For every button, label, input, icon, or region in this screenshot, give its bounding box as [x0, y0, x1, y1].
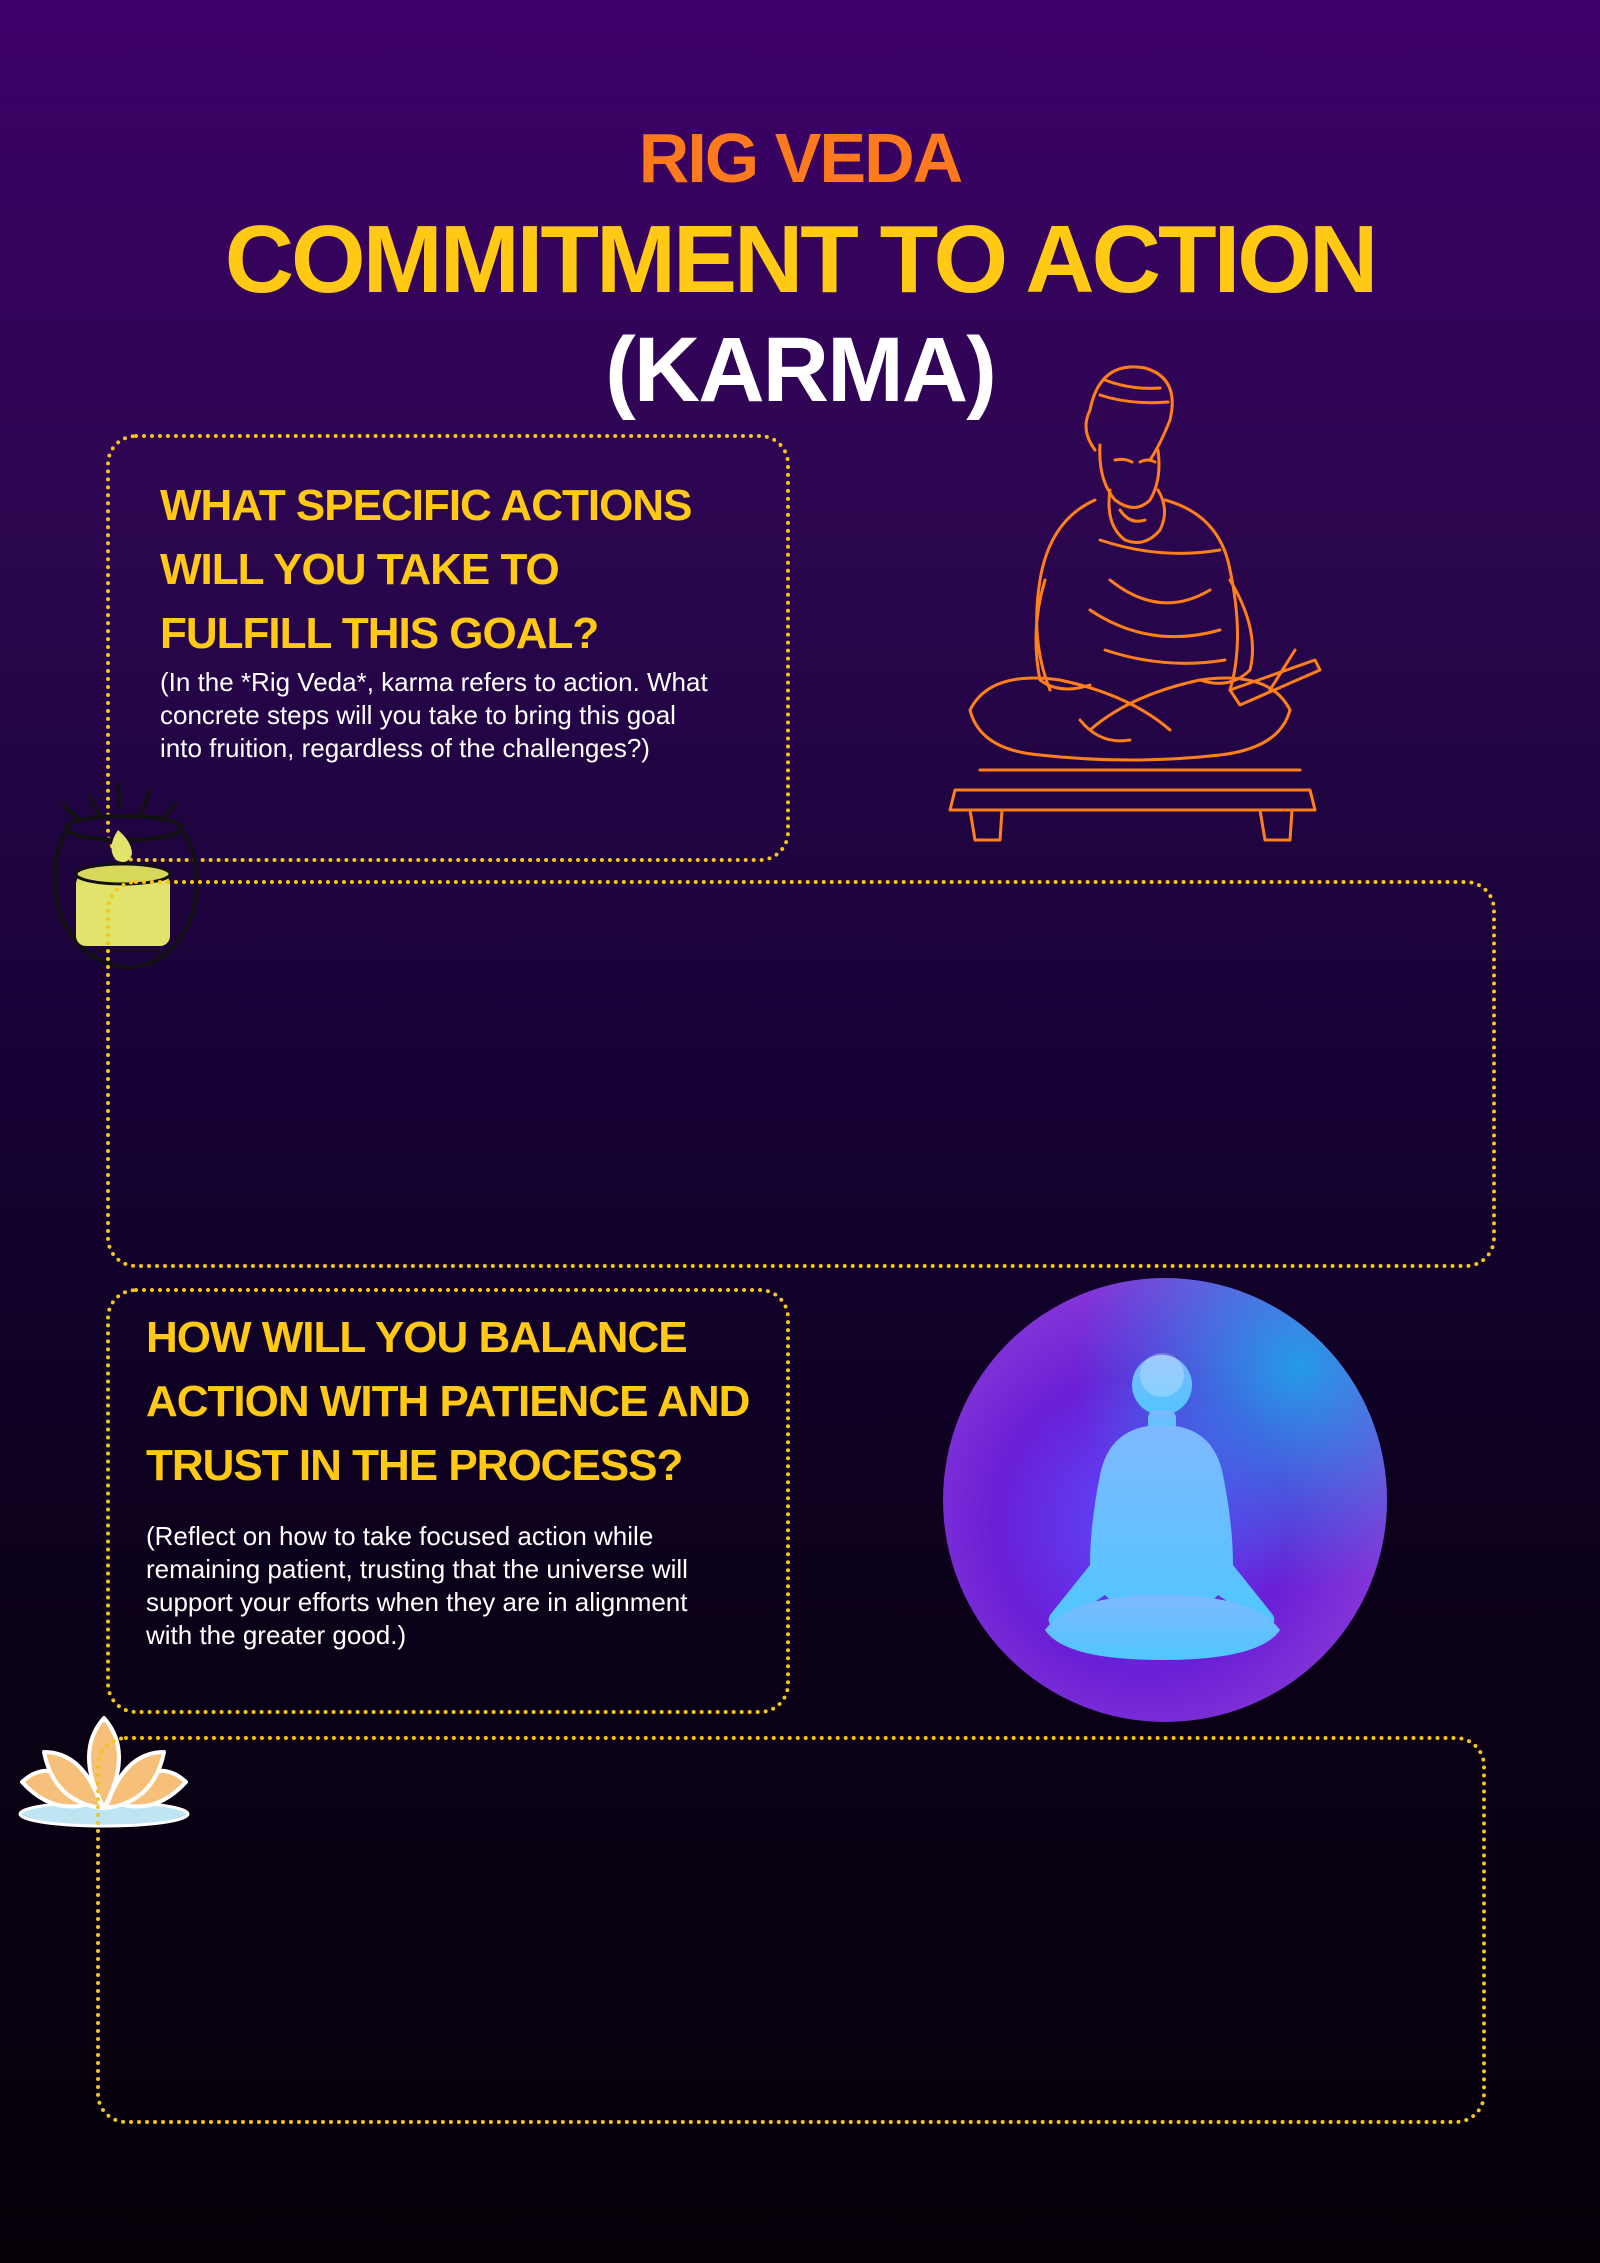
question-description: (Reflect on how to take focused action while remaining patient, trusting that the universe will support your efforts when they are in alignment with the greater good.)	[146, 1521, 688, 1650]
page-title: COMMITMENT TO ACTION	[224, 206, 1376, 313]
question-title: WHAT SPECIFIC ACTIONS WILL YOU TAKE TO FULFILL THIS GOAL?	[160, 481, 692, 658]
page-title-paren: (KARMA)	[605, 319, 995, 421]
meditation-orb-illustration	[940, 1275, 1390, 1725]
sage-illustration	[930, 350, 1330, 850]
question-title: HOW WILL YOU BALANCE ACTION WITH PATIENCE AND TRUST IN THE PROCESS?	[146, 1313, 750, 1490]
answer-box[interactable]	[106, 880, 1496, 1268]
answer-box[interactable]	[96, 1736, 1486, 2124]
question-description: (In the *Rig Veda*, karma refers to action. What concrete steps will you take to bring this goal into fruition, regardless of the challenges?)	[160, 667, 708, 763]
subtitle: RIG VEDA	[638, 119, 962, 197]
